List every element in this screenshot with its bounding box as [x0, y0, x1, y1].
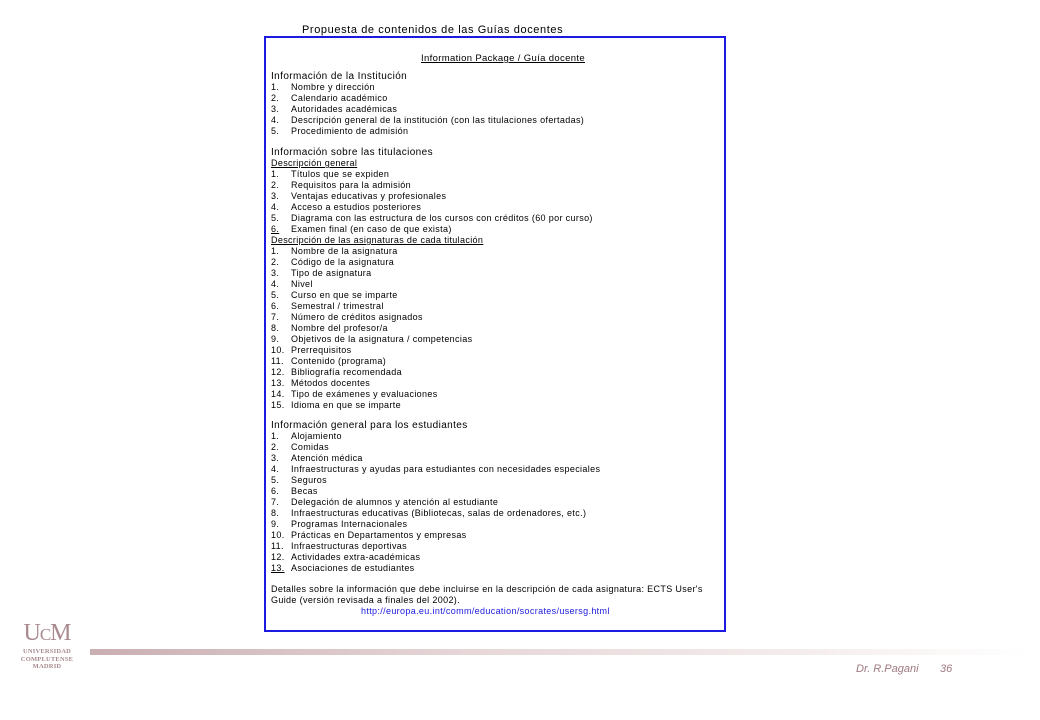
list-item-text: Infraestructuras y ayudas para estudiantes con necesidades especiales: [291, 464, 601, 474]
list-item: [271, 442, 721, 453]
list-item-text: Semestral / trimestral: [291, 301, 384, 311]
list-item-number: 5.: [271, 213, 280, 223]
list-item: [271, 180, 721, 191]
list-item-text: Código de la asignatura: [291, 257, 395, 267]
logo-line-1: UNIVERSIDAD: [22, 648, 72, 655]
list-item-text: Nombre de la asignatura: [291, 246, 398, 256]
list-item-number: 2.: [271, 180, 280, 190]
list-item-text: Métodos docentes: [291, 378, 371, 388]
list-item-text: Contenido (programa): [291, 356, 387, 366]
list-item: [271, 475, 721, 486]
logo-line-2: COMPLUTENSE: [20, 655, 74, 663]
page-number: 36: [940, 663, 953, 675]
list-item: [271, 431, 721, 442]
footer-author: Dr. R.Pagani: [856, 663, 919, 675]
list-item: [271, 334, 721, 345]
list-item-text: Tipo de asignatura: [291, 268, 372, 278]
list-item-text: Objetivos de la asignatura / competencias: [291, 334, 473, 344]
list-item-text: Examen final (en caso de que exista): [291, 224, 452, 234]
list-item-number: 2.: [271, 257, 280, 267]
list-item: [271, 279, 721, 290]
list-item: [271, 268, 721, 279]
list-item-number: 6.: [271, 301, 280, 311]
list-item-text: Ventajas educativas y profesionales: [291, 191, 447, 201]
ects-guide-link[interactable]: http://europa.eu.int/comm/education/socrates/usersg.html: [361, 606, 610, 616]
students-section-title: Información general para los estudiantes: [271, 420, 468, 431]
list-item-text: Número de créditos asignados: [291, 312, 423, 322]
list-item: [271, 400, 721, 411]
list-item: [271, 530, 721, 541]
package-title: Information Package / Guía docente: [421, 53, 585, 64]
ucm-logo-mark: UCM: [23, 620, 71, 646]
list-item-text: Autoridades académicas: [291, 104, 398, 114]
list-item: [271, 257, 721, 268]
list-item-number: 9.: [271, 334, 280, 344]
list-item-number: 6.: [271, 486, 280, 496]
list-item-text: Prácticas en Departamentos y empresas: [291, 530, 467, 540]
list-item-number: 7.: [271, 312, 280, 322]
list-item: [271, 290, 721, 301]
guide-document-box: [264, 36, 726, 632]
list-item: [271, 312, 721, 323]
list-item-text: Calendario académico: [291, 93, 388, 103]
list-item-number: 12.: [271, 552, 285, 562]
list-item-number: 3.: [271, 453, 280, 463]
list-item: [271, 246, 721, 257]
list-item-text: Bibliografía recomendada: [291, 367, 402, 377]
list-item-text: Acceso a estudios posteriores: [291, 202, 422, 212]
list-item-number: 1.: [271, 169, 280, 179]
list-item-text: Descripción general de la institución (con las titulaciones ofertadas): [291, 115, 585, 125]
list-item: [271, 367, 721, 378]
list-item: [271, 563, 721, 574]
list-item: [271, 486, 721, 497]
list-item-number: 1.: [271, 431, 280, 441]
list-item: [271, 519, 721, 530]
list-item-number: 8.: [271, 508, 280, 518]
list-item: [271, 464, 721, 475]
list-item-number: 13.: [271, 378, 285, 388]
list-item-text: Nivel: [291, 279, 313, 289]
list-item-text: Infraestructuras educativas (Bibliotecas, salas de ordenadores, etc.): [291, 508, 587, 518]
list-item: [271, 323, 721, 334]
list-item-number: 3.: [271, 268, 280, 278]
list-item: [271, 104, 721, 115]
list-item: [271, 497, 721, 508]
list-item-number: 1.: [271, 246, 280, 256]
slide-title: Propuesta de contenidos de las Guías docentes: [302, 24, 564, 36]
list-item-number: 9.: [271, 519, 280, 529]
list-item-text: Asociaciones de estudiantes: [291, 563, 415, 573]
list-item: [271, 126, 721, 137]
list-item-number: 4.: [271, 202, 280, 212]
list-item-text: Programas Internacionales: [291, 519, 408, 529]
list-item-text: Comidas: [291, 442, 329, 452]
list-item-text: Diagrama con las estructura de los cursos con créditos (60 por curso): [291, 213, 593, 223]
list-item: [271, 389, 721, 400]
list-item-number: 4.: [271, 279, 280, 289]
list-item: [271, 202, 721, 213]
list-item: [271, 453, 721, 464]
students-list: [271, 431, 721, 574]
list-item-number: 3.: [271, 191, 280, 201]
list-item: [271, 541, 721, 552]
list-item-number: 10.: [271, 345, 285, 355]
list-item-text: Nombre y dirección: [291, 82, 375, 92]
subjects-description-heading: Descripción de las asignaturas de cada titulación: [271, 235, 484, 245]
list-item-text: Curso en que se imparte: [291, 290, 398, 300]
list-item-number: 10.: [271, 530, 285, 540]
list-item-text: Seguros: [291, 475, 327, 485]
list-item-number: 15.: [271, 400, 285, 410]
list-item-number: 8.: [271, 323, 280, 333]
list-item: [271, 301, 721, 312]
list-item: [271, 378, 721, 389]
subjects-description-list: [271, 246, 721, 411]
list-item-number: 6.: [271, 224, 280, 234]
list-item-number: 14.: [271, 389, 285, 399]
list-item: [271, 93, 721, 104]
list-item: [271, 191, 721, 202]
general-description-list: [271, 169, 721, 235]
list-item-text: Títulos que se expiden: [291, 169, 390, 179]
list-item-number: 12.: [271, 367, 285, 377]
list-item: [271, 345, 721, 356]
list-item: [271, 224, 721, 235]
details-paragraph: Detalles sobre la información que debe incluirse en la descripción de cada asignatura: ECTS User's Guide (versión revisada a finales del 2002).: [271, 584, 703, 605]
list-item-text: Prerrequisitos: [291, 345, 352, 355]
guide-document-content: [271, 53, 721, 617]
list-item-text: Alojamiento: [291, 431, 342, 441]
list-item-number: 2.: [271, 442, 280, 452]
list-item-number: 11.: [271, 356, 284, 366]
list-item-number: 1.: [271, 82, 280, 92]
list-item-text: Becas: [291, 486, 318, 496]
degrees-section-title: Información sobre las titulaciones: [271, 147, 434, 158]
list-item-number: 3.: [271, 104, 280, 114]
list-item-number: 7.: [271, 497, 280, 507]
footer-divider: [90, 649, 1030, 655]
institution-section-title: Información de la Institución: [271, 71, 408, 82]
list-item: [271, 115, 721, 126]
list-item-number: 5.: [271, 126, 280, 136]
list-item-number: 4.: [271, 115, 280, 125]
list-item-text: Actividades extra-académicas: [291, 552, 421, 562]
list-item-number: 13.: [271, 563, 285, 573]
list-item: [271, 552, 721, 563]
list-item-text: Delegación de alumnos y atención al estudiante: [291, 497, 499, 507]
list-item: [271, 82, 721, 93]
list-item-text: Atención médica: [291, 453, 363, 463]
list-item-number: 4.: [271, 464, 280, 474]
list-item-text: Nombre del profesor/a: [291, 323, 388, 333]
list-item-number: 5.: [271, 475, 280, 485]
list-item-number: 2.: [271, 93, 280, 103]
general-description-heading: Descripción general: [271, 158, 358, 168]
list-item: [271, 356, 721, 367]
list-item-number: 11.: [271, 541, 284, 551]
list-item-text: Infraestructuras deportivas: [291, 541, 407, 551]
list-item: [271, 213, 721, 224]
list-item: [271, 169, 721, 180]
list-item-text: Procedimiento de admisión: [291, 126, 409, 136]
list-item-text: Requisitos para la admisión: [291, 180, 412, 190]
list-item-number: 5.: [271, 290, 280, 300]
list-item-text: Tipo de exámenes y evaluaciones: [291, 389, 438, 399]
list-item: [271, 508, 721, 519]
logo-line-3: MADRID: [32, 663, 62, 670]
list-item-text: Idioma en que se imparte: [291, 400, 401, 410]
ucm-logo: [14, 620, 80, 671]
institution-list: [271, 82, 721, 137]
